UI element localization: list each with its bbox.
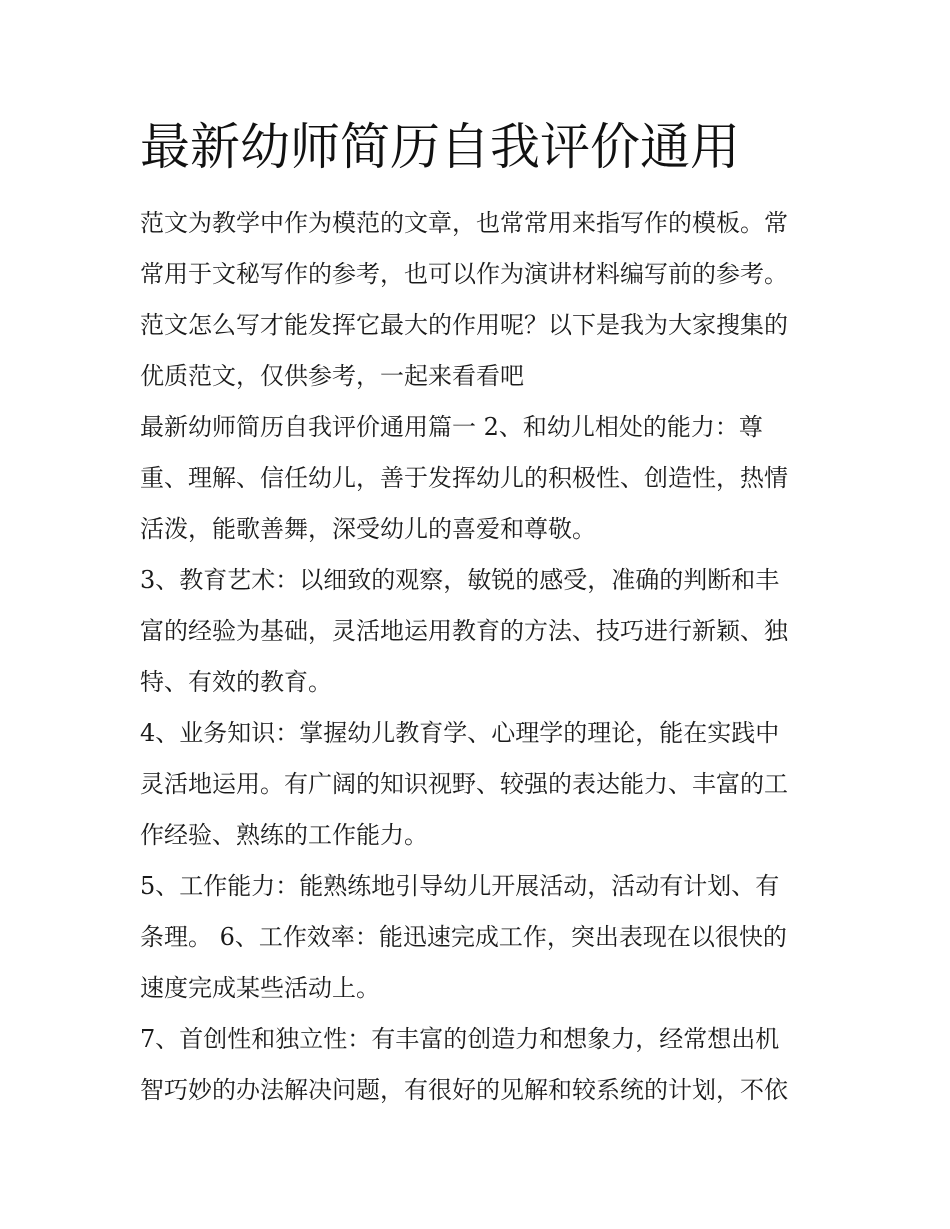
body-line: 3、教育艺术：以细致的观察，敏锐的感受，准确的判断和丰 [140,566,780,594]
body-line: 富的经验为基础，灵活地运用教育的方法、技巧进行新颖、独 [140,617,788,645]
body-line: 7、首创性和独立性：有丰富的创造力和想象力，经常想出机 [140,1025,780,1053]
body-line: 条理。 6、工作效率：能迅速完成工作，突出表现在以很快的 [140,923,787,951]
body-line: 智巧妙的办法解决问题，有很好的见解和较系统的计划，不依 [140,1076,788,1104]
body-line: 特、有效的教育。 [140,668,332,696]
body-line: 常用于文秘写作的参考，也可以作为演讲材料编写前的参考。 [140,260,788,288]
body-line: 速度完成某些活动上。 [140,974,380,1002]
body-line: 最新幼师简历自我评价通用篇一 2、和幼儿相处的能力：尊 [140,413,763,441]
body-line: 活泼，能歌善舞，深受幼儿的喜爱和尊敬。 [140,515,596,543]
body-line: 4、业务知识：掌握幼儿教育学、心理学的理论，能在实践中 [140,719,780,747]
body-line: 范文怎么写才能发挥它最大的作用呢？以下是我为大家搜集的 [140,311,788,339]
body-line: 5、工作能力：能熟练地引导幼儿开展活动，活动有计划、有 [140,872,780,900]
body-line: 优质范文，仅供参考，一起来看看吧 [140,362,524,390]
body-line: 作经验、熟练的工作能力。 [140,821,428,849]
body-line: 重、理解、信任幼儿，善于发挥幼儿的积极性、创造性，热情 [140,464,788,492]
document-body [140,198,820,1116]
document-title: 最新幼师简历自我评价通用 [140,118,740,176]
body-line: 灵活地运用。有广阔的知识视野、较强的表达能力、丰富的工 [140,770,788,798]
body-line: 范文为教学中作为模范的文章，也常常用来指写作的模板。常 [140,209,788,237]
